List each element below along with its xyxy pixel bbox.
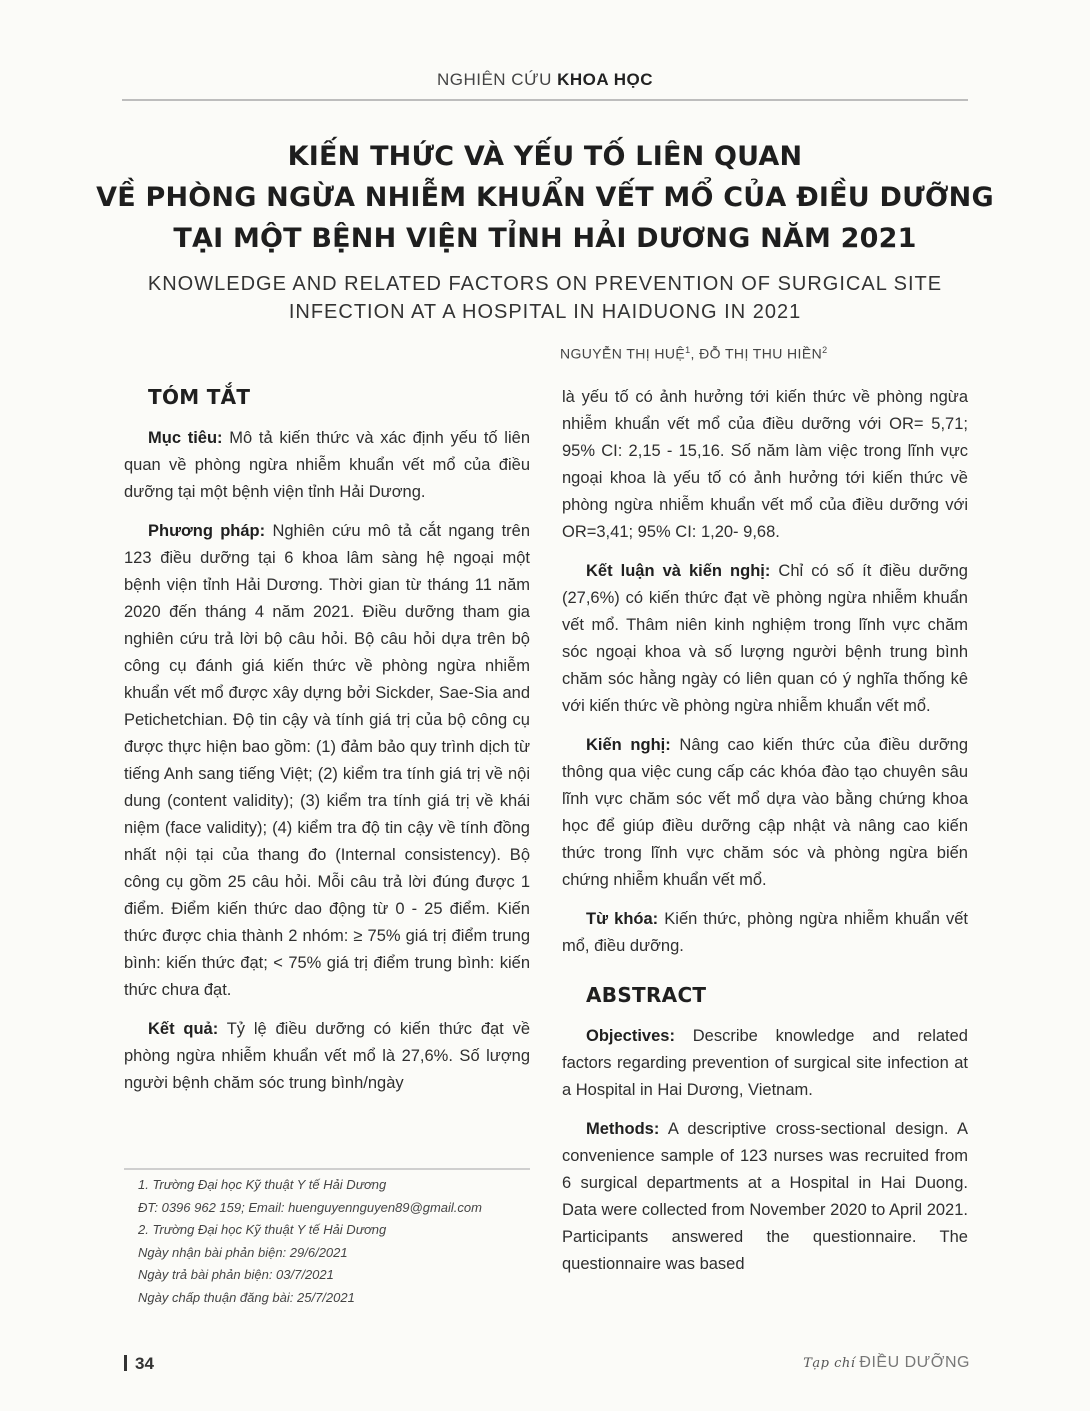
title-vietnamese — [60, 136, 1030, 259]
abstract-methods-label: Methods: — [586, 1120, 660, 1138]
footnote: 1. Trường Đại học Kỹ thuật Y tế Hải Dương — [138, 1177, 387, 1192]
abstract-heading: ABSTRACT — [586, 983, 707, 1007]
methods-label: Phương pháp: — [148, 522, 266, 540]
footnote: Ngày chấp thuận đăng bài: 25/7/2021 — [138, 1289, 355, 1305]
author-1-affiliation: 1 — [685, 345, 691, 355]
section-header — [0, 70, 1090, 90]
recommendation-paragraph — [562, 732, 968, 894]
author-2: ĐỖ THỊ THU HIỀN — [699, 345, 823, 362]
author-1: NGUYỄN THỊ HUỆ — [560, 345, 686, 362]
abstract-objectives-label: Objectives: — [586, 1027, 675, 1045]
footnote: Ngày nhận bài phản biện: 29/6/2021 — [138, 1244, 348, 1260]
author-separator: , — [690, 345, 700, 362]
footnote: ĐT: 0396 962 159; Email: huenguyennguyen89@gmail.com — [138, 1199, 482, 1215]
author-2-affiliation: 2 — [822, 345, 828, 355]
header-divider — [122, 99, 968, 101]
journal-script: Tạp chí — [803, 1356, 856, 1371]
page-number-bar — [124, 1355, 127, 1371]
results-label: Kết quả: — [148, 1020, 219, 1038]
page-number — [124, 1354, 154, 1374]
footnote: Ngày trả bài phản biện: 03/7/2021 — [138, 1267, 334, 1282]
methods-paragraph — [124, 518, 530, 1004]
journal-title: ĐIỀU DƯỠNG — [859, 1354, 970, 1371]
objectives-paragraph — [124, 425, 530, 506]
results-paragraph — [124, 1016, 530, 1097]
right-column — [562, 384, 968, 1290]
results-continued: là yếu tố có ảnh hưởng tới kiến thức về phòng ngừa nhiễm khuẩn vết mổ của điều dưỡng với OR= 5,71; 95% CI: 2,15 - 15,16. Số năm làm việc trong lĩnh vực ngoại khoa là yếu tố có ảnh hưởng tới kiến thức về phòng ngừa nhiễm khuẩn vết mổ của điều dưỡng với OR=3,41; 95% CI: 1,20- 9,68. — [562, 388, 968, 541]
keywords-text: Kiến thức, phòng ngừa nhiễm khuẩn vết mổ, điều dưỡng. — [562, 910, 968, 955]
keywords-label: Từ khóa: — [586, 910, 659, 928]
title-vn-line: KIẾN THỨC VÀ YẾU TỐ LIÊN QUAN — [287, 141, 803, 172]
title-en-line: KNOWLEDGE AND RELATED FACTORS ON PREVENTION OF SURGICAL SITE — [147, 273, 943, 295]
recommendation-text: Nâng cao kiến thức của điều dưỡng thông qua việc cung cấp các khóa đào tạo chuyên sâu lĩnh vực chăm sóc vết mổ dựa vào bằng chứng khoa học để giúp điều dưỡng cập nhật và nâng cao kiến thức trong lĩnh vực chăm sóc và phòng ngừa biến chứng nhiễm khuẩn vết mổ. — [562, 736, 968, 889]
abstract-objectives-text: Describe knowledge and related factors regarding prevention of surgical site infection at a Hospital in Hai Dương, Vietnam. — [562, 1027, 968, 1099]
objectives-text: Mô tả kiến thức và xác định yếu tố liên quan về phòng ngừa nhiễm khuẩn vết mổ của điều dưỡng tại một bệnh viện tỉnh Hải Dương. — [124, 429, 530, 501]
authors — [560, 345, 960, 362]
footnote: 2. Trường Đại học Kỹ thuật Y tế Hải Dương — [138, 1222, 387, 1237]
footnotes — [124, 1168, 530, 1309]
results-text: Tỷ lệ điều dưỡng có kiến thức đạt về phòng ngừa nhiễm khuẩn vết mổ là 27,6%. Số lượng người bệnh chăm sóc trung bình/ngày — [124, 1020, 530, 1092]
section-prefix: NGHIÊN CỨU — [436, 70, 552, 89]
left-column — [124, 384, 530, 1109]
conclusion-label: Kết luận và kiến nghị: — [586, 562, 771, 580]
conclusion-text: Chỉ có số ít điều dưỡng (27,6%) có kiến thức đạt về phòng ngừa nhiễm khuẩn vết mổ. Thâm niên kinh nghiệm trong lĩnh vực chăm sóc ngoại khoa và số lượng người bệnh trung bình chăm sóc hằng ngày có liên quan có ý nghĩa thống kê với kiến thức về phòng ngừa nhiễm khuẩn vết mổ. — [562, 562, 968, 715]
title-en-line: INFECTION AT A HOSPITAL IN HAIDUONG IN 2021 — [288, 301, 802, 323]
tomtat-heading: TÓM TẮT — [148, 385, 251, 409]
abstract-methods-text: A descriptive cross-sectional design. A convenience sample of 123 nurses was recruited from 6 surgical departments at a Hospital in Hai Duong. Data were collected from November 2020 to April 2021. Participants answered the questionnaire. The questionnaire was based — [562, 1120, 968, 1273]
page-number-text: 34 — [135, 1354, 154, 1373]
section-bold: KHOA HỌC — [557, 70, 654, 89]
title-english — [60, 270, 1030, 326]
journal-name — [803, 1354, 970, 1372]
keywords-paragraph — [562, 906, 968, 960]
title-vn-line: VỀ PHÒNG NGỪA NHIỄM KHUẨN VẾT MỔ CỦA ĐIỀU DƯỠNG — [96, 182, 994, 213]
abstract-methods-paragraph — [562, 1116, 968, 1278]
title-vn-line: TẠI MỘT BỆNH VIỆN TỈNH HẢI DƯƠNG NĂM 2021 — [173, 223, 917, 254]
recommendation-label: Kiến nghị: — [586, 736, 671, 754]
abstract-objectives-paragraph — [562, 1023, 968, 1104]
conclusion-paragraph — [562, 558, 968, 720]
methods-text: Nghiên cứu mô tả cắt ngang trên 123 điều dưỡng tại 6 khoa lâm sàng hệ ngoại một bệnh viện tỉnh Hải Dương. Thời gian từ tháng 11 năm 2020 đến tháng 4 năm 2021. Điều dưỡng tham gia nghiên cứu trả lời bộ câu hỏi. Bộ câu hỏi dựa trên bộ công cụ đánh giá kiến thức về phòng ngừa nhiễm khuẩn vết mổ được xây dựng bởi Sickder, Sae-Sia and Petichetchian. Độ tin cậy và tính giá trị của bộ công cụ được thực hiện bao gồm: (1) đảm bảo quy trình dịch từ tiếng Anh sang tiếng Việt; (2) kiểm tra tính giá trị về nội dung (content validity); (3) kiểm tra tính giá trị về khái niệm (face validity); (4) kiểm tra độ tin cậy về tính đồng nhất nội tại của thang đo (Internal consistency). Bộ công cụ gồm 25 câu hỏi. Mỗi câu trả lời đúng được 1 điểm. Điểm kiến thức dao động từ 0 - 25 điểm. Kiến thức được chia thành 2 nhóm: ≥ 75% giá trị điểm trung bình: kiến thức đạt; < 75% giá trị điểm trung bình: kiến thức chưa đạt. — [124, 522, 531, 999]
objectives-label: Mục tiêu: — [148, 429, 223, 447]
